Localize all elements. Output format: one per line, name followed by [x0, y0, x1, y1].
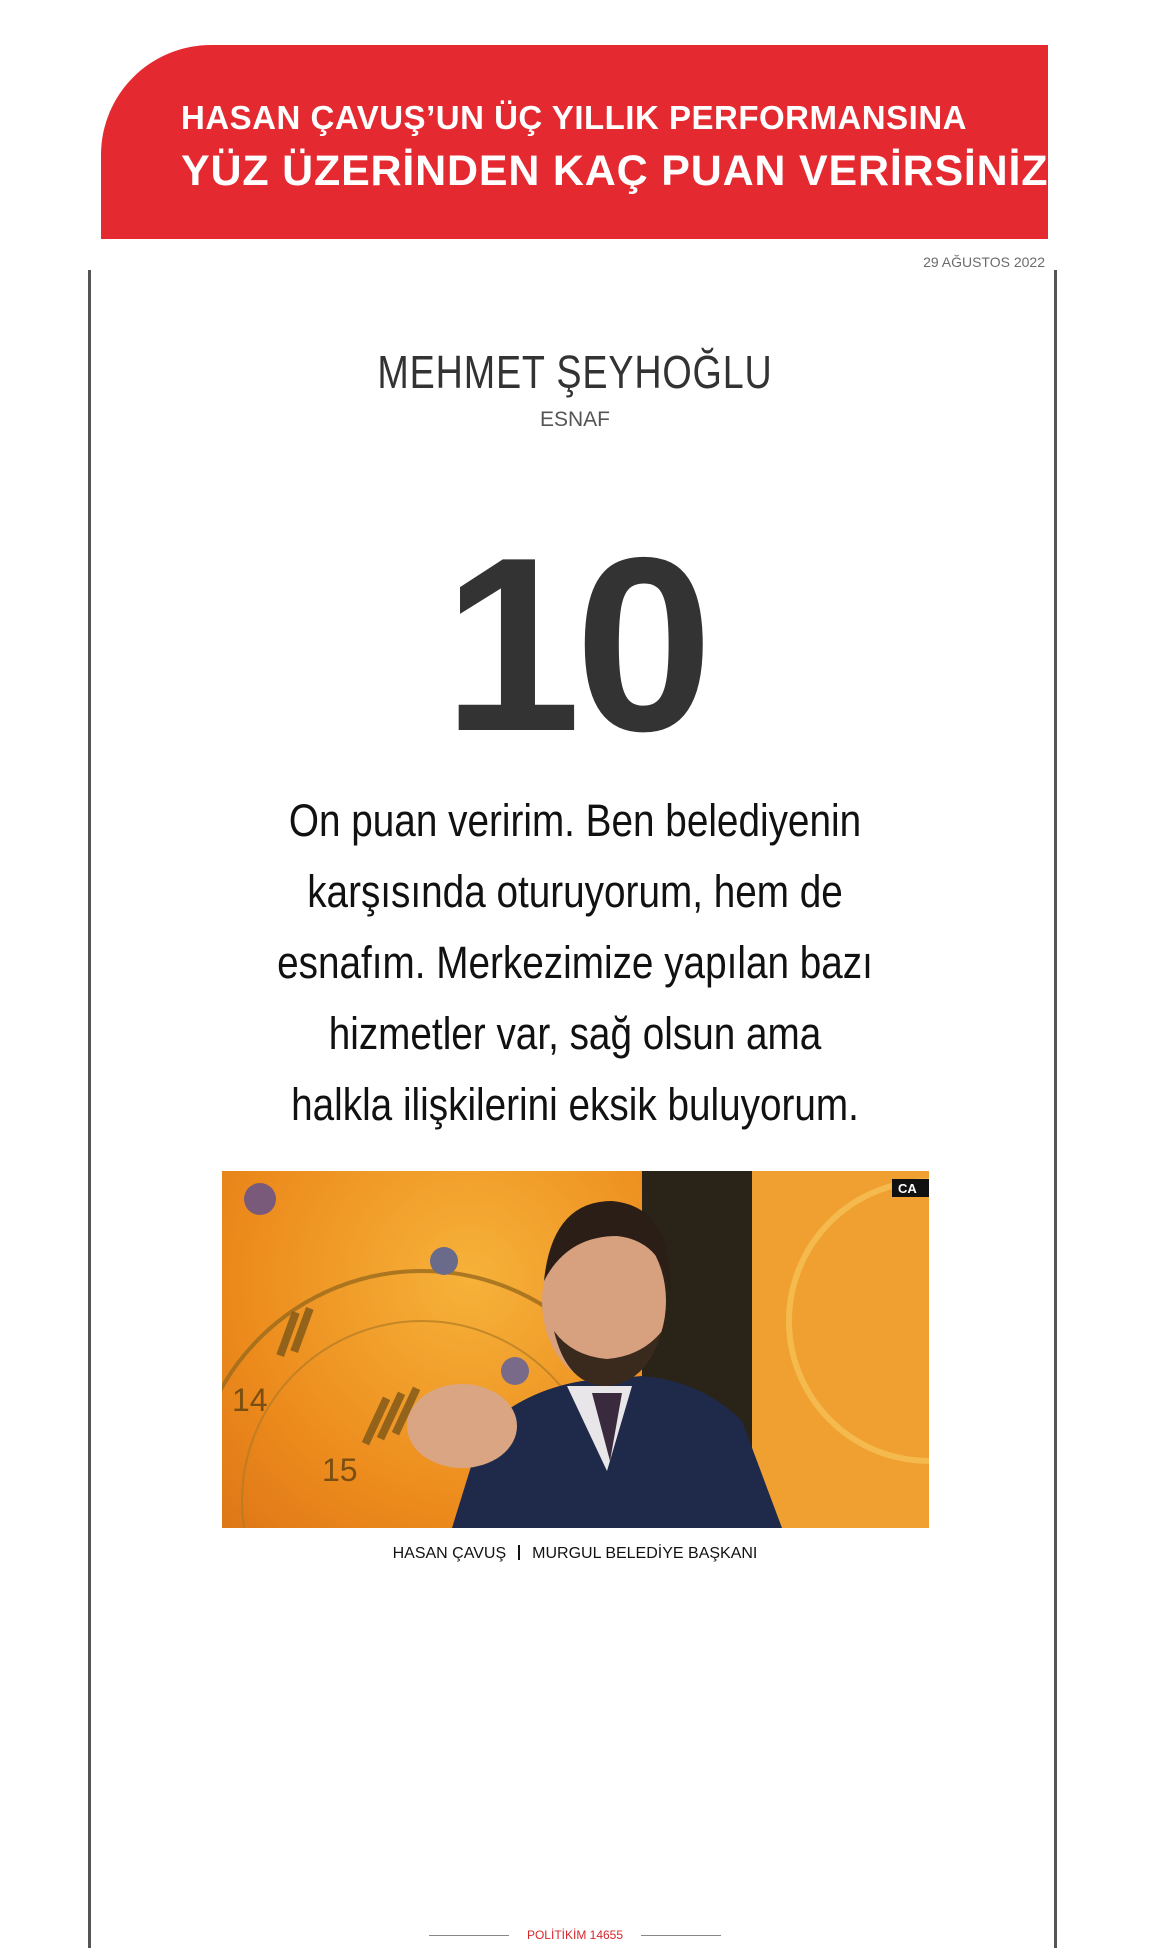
pin-decoration [501, 1357, 529, 1385]
quote-text [253, 785, 898, 1140]
quote-line: hizmetler var, sağ olsun ama [328, 1008, 822, 1059]
page-footer [0, 1928, 1150, 1942]
person-hand [407, 1384, 517, 1468]
respondent-role: ESNAF [539, 408, 610, 431]
headline-banner [101, 45, 1076, 239]
caption-name: HASAN ÇAVUŞ [392, 1545, 507, 1562]
photo-illustration [222, 1171, 929, 1528]
right-backdrop [752, 1171, 929, 1528]
pin-decoration [430, 1247, 458, 1275]
quote-line: halkla ilişkilerini eksik buluyorum. [291, 1079, 859, 1130]
channel-tag-text: CA [898, 1181, 917, 1196]
caption-title: MURGUL BELEDİYE BAŞKANI [532, 1545, 758, 1562]
footer-label: POLİTİKİM 14655 [526, 1928, 624, 1942]
publish-date: 29 AĞUSTOS 2022 [923, 254, 1045, 270]
quote-line: karşısında oturuyorum, hem de [307, 866, 843, 917]
score-value: 10 [443, 505, 707, 783]
dial-number: 15 [322, 1452, 358, 1488]
footer-rule-left [429, 1935, 509, 1936]
respondent-name: MEHMET ŞEYHOĞLU [377, 346, 773, 398]
mayor-photo [222, 1171, 929, 1528]
dial-number: 14 [232, 1382, 268, 1418]
headline-line-1: HASAN ÇAVUŞ’UN ÜÇ YILLIK PERFORMANSINA [181, 99, 967, 136]
quote-line: esnafım. Merkezimize yapılan bazı [277, 937, 873, 988]
quote-line: On puan veririm. Ben belediyenin [288, 795, 862, 846]
pin-decoration [244, 1183, 276, 1215]
caption-separator [518, 1545, 520, 1560]
clock-numerals [276, 1307, 420, 1445]
photo-caption [0, 1545, 1150, 1563]
headline-line-2: YÜZ ÜZERİNDEN KAÇ PUAN VERİRSİNİZ? [181, 147, 1076, 195]
footer-rule-right [641, 1935, 721, 1936]
